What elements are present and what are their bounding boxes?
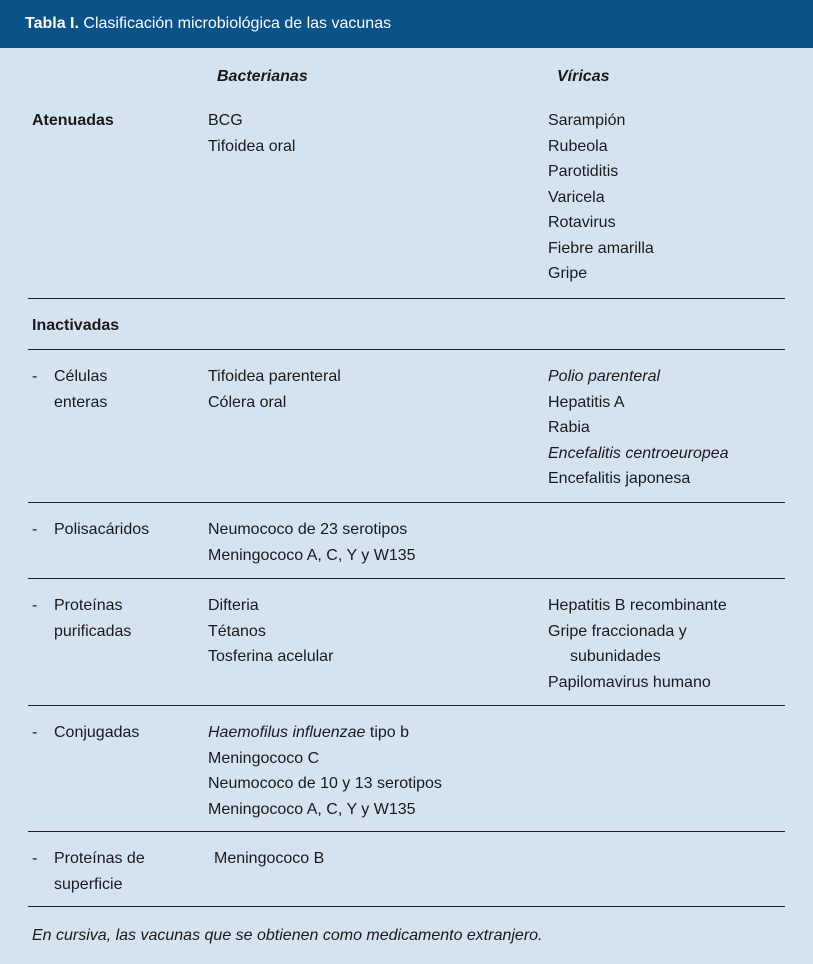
row-label-proteinas-superficie xyxy=(54,846,145,897)
list-item: Parotiditis xyxy=(548,163,619,180)
list-item: Neumococo de 10 y 13 serotipos xyxy=(208,775,442,792)
atenuadas-bacterianas-list xyxy=(208,108,295,159)
row-label-inactivadas: Inactivadas xyxy=(32,317,120,334)
list-item: Meningococo A, C, Y y W135 xyxy=(208,800,416,818)
label-line: enteras xyxy=(54,393,108,411)
haemofilus-rest: tipo b xyxy=(365,724,410,741)
dash: - xyxy=(32,850,38,867)
divider xyxy=(28,502,785,503)
divider xyxy=(28,705,785,706)
list-item: BCG xyxy=(208,112,243,129)
list-item: Rotavirus xyxy=(548,214,616,231)
list-item: Tifoidea oral xyxy=(208,137,296,155)
footnote: En cursiva, las vacunas que se obtienen como medicamento extranjero. xyxy=(32,927,543,944)
dash: - xyxy=(32,368,38,385)
column-header-bacterianas: Bacterianas xyxy=(217,68,308,85)
row-label-proteinas-purificadas xyxy=(54,593,131,644)
list-item: Gripe fraccionada y xyxy=(548,622,687,640)
list-item: Tétanos xyxy=(208,622,266,640)
list-item: Varicela xyxy=(548,188,605,206)
list-item: Fiebre amarilla xyxy=(548,239,654,257)
row-label-conjugadas: Conjugadas xyxy=(54,724,140,741)
divider xyxy=(28,578,785,579)
divider xyxy=(28,349,785,350)
label-line: superficie xyxy=(54,875,123,893)
list-item: Encefalitis centroeuropea xyxy=(548,444,729,462)
list-item: Meningococo C xyxy=(208,749,320,767)
list-item: Rubeola xyxy=(548,137,608,155)
row-label-celulas-enteras xyxy=(54,364,107,415)
list-item: Tosferina acelular xyxy=(208,648,334,665)
divider xyxy=(28,831,785,832)
polisacaridos-bacterianas-list xyxy=(208,517,416,568)
proteinas-viricas-list xyxy=(548,593,727,695)
label-line: Proteínas de xyxy=(54,850,145,867)
column-header-viricas: Víricas xyxy=(557,68,610,85)
list-item xyxy=(208,720,442,746)
dash: - xyxy=(32,597,38,614)
list-item: Meningococo A, C, Y y W135 xyxy=(208,546,416,564)
list-item: Neumococo de 23 serotipos xyxy=(208,521,408,538)
divider xyxy=(28,298,785,299)
list-item: Rabia xyxy=(548,419,590,436)
superficie-bacterianas-list xyxy=(214,846,324,872)
label-line: purificadas xyxy=(54,622,132,640)
conjugadas-bacterianas-list xyxy=(208,720,442,822)
row-label-atenuadas: Atenuadas xyxy=(32,112,114,129)
divider xyxy=(28,906,785,907)
table-title-text: Clasificación microbiológica de las vacunas xyxy=(78,15,392,32)
list-item: Encefalitis japonesa xyxy=(548,470,691,487)
list-item: Meningococo B xyxy=(214,850,325,867)
table-title xyxy=(0,0,813,48)
list-item: Hepatitis B recombinante xyxy=(548,597,727,614)
list-item: subunidades xyxy=(570,648,661,665)
dash: - xyxy=(32,521,38,538)
atenuadas-viricas-list xyxy=(548,108,654,287)
list-item: Sarampión xyxy=(548,112,626,129)
label-line: Células xyxy=(54,368,108,385)
dash: - xyxy=(32,724,38,741)
list-item: Cólera oral xyxy=(208,393,287,411)
list-item: Difteria xyxy=(208,597,259,614)
celulas-viricas-list xyxy=(548,364,729,492)
proteinas-bacterianas-list xyxy=(208,593,333,670)
label-line: Proteínas xyxy=(54,597,123,614)
list-item: Tifoidea parenteral xyxy=(208,368,341,385)
celulas-bacterianas-list xyxy=(208,364,341,415)
list-item: Papilomavirus humano xyxy=(548,673,711,691)
row-label-polisacaridos: Polisacáridos xyxy=(54,521,150,538)
list-item: Polio parenteral xyxy=(548,368,661,385)
haemofilus-italic: Haemofilus influenzae xyxy=(208,724,366,741)
list-item: Hepatitis A xyxy=(548,393,625,411)
list-item: Gripe xyxy=(548,265,588,282)
table-number: Tabla I. xyxy=(25,15,79,32)
